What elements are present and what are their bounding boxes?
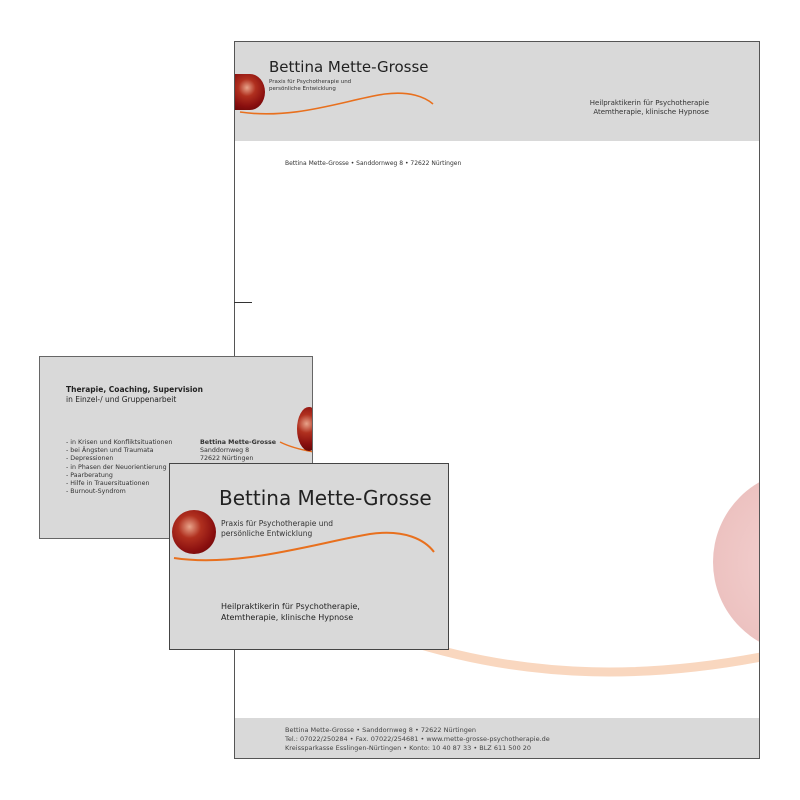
card-back-contact [200,439,276,464]
card-back-title: Therapie, Coaching, Supervision [66,385,203,394]
letterhead-tagline [590,99,709,117]
letterhead-subtitle [269,79,351,93]
sender-address-line: Bettina Mette-Grosse • Sanddornweg 8 • 72622 Nürtingen [285,160,462,167]
card-front-tagline [221,601,360,623]
letterhead-subtitle-line2: persönliche Entwicklung [269,86,336,92]
business-card-front [169,463,449,650]
list-item: - Paarberatung [66,471,113,479]
watermark-swoosh [405,640,760,672]
logo-ball [235,74,265,110]
card-front-subtitle-line2: persönliche Entwicklung [221,528,313,538]
list-item: - Burnout-Syndrom [66,488,126,496]
letterhead-tagline-line2: Atemtherapie, klinische Hypnose [593,108,709,116]
contact-city: 72622 Nürtingen [200,455,254,463]
letterhead-decor [235,42,760,759]
header-swoosh [240,93,433,114]
card-back-subtitle: in Einzel-/ und Gruppenarbeit [66,395,177,404]
letterhead-name: Bettina Mette-Grosse [269,58,429,76]
footer-line1: Bettina Mette-Grosse • Sanddornweg 8 • 72622 Nürtingen [285,726,476,734]
contact-name: Bettina Mette-Grosse [200,439,276,446]
card-back-service-list [66,439,172,496]
card-front-subtitle [221,519,333,538]
letterhead-subtitle-line1: Praxis für Psychotherapie und [269,79,352,85]
footer-text [285,726,550,753]
list-item: - Depressionen [66,455,114,463]
list-item: - in Krisen und Konfliktsituationen [66,439,173,446]
list-item: - in Phasen der Neuorientierung [66,463,167,471]
fold-mark [234,302,252,303]
watermark-ball [713,470,760,654]
card-front-ball [172,510,216,554]
letterhead-tagline-line1: Heilpraktikerin für Psychotherapie [589,99,709,107]
footer-line3: Kreissparkasse Esslingen-Nürtingen • Konto: 10 40 87 33 • BLZ 611 500 20 [285,744,532,752]
contact-street: Sanddornweg 8 [200,447,250,455]
card-front-name: Bettina Mette-Grosse [219,486,432,510]
list-item: - bei Ängsten und Traumata [66,447,154,455]
card-front-tagline-line2: Atemtherapie, klinische Hypnose [221,613,354,622]
card-front-subtitle-line1: Praxis für Psychotherapie und [221,519,334,528]
list-item: - Hilfe in Trauersituationen [66,480,150,488]
footer-line2: Tel.: 07022/250284 • Fax. 07022/254681 • www.mette-grosse-psychotherapie.de [285,735,550,743]
card-front-tagline-line1: Heilpraktikerin für Psychotherapie, [221,602,360,611]
